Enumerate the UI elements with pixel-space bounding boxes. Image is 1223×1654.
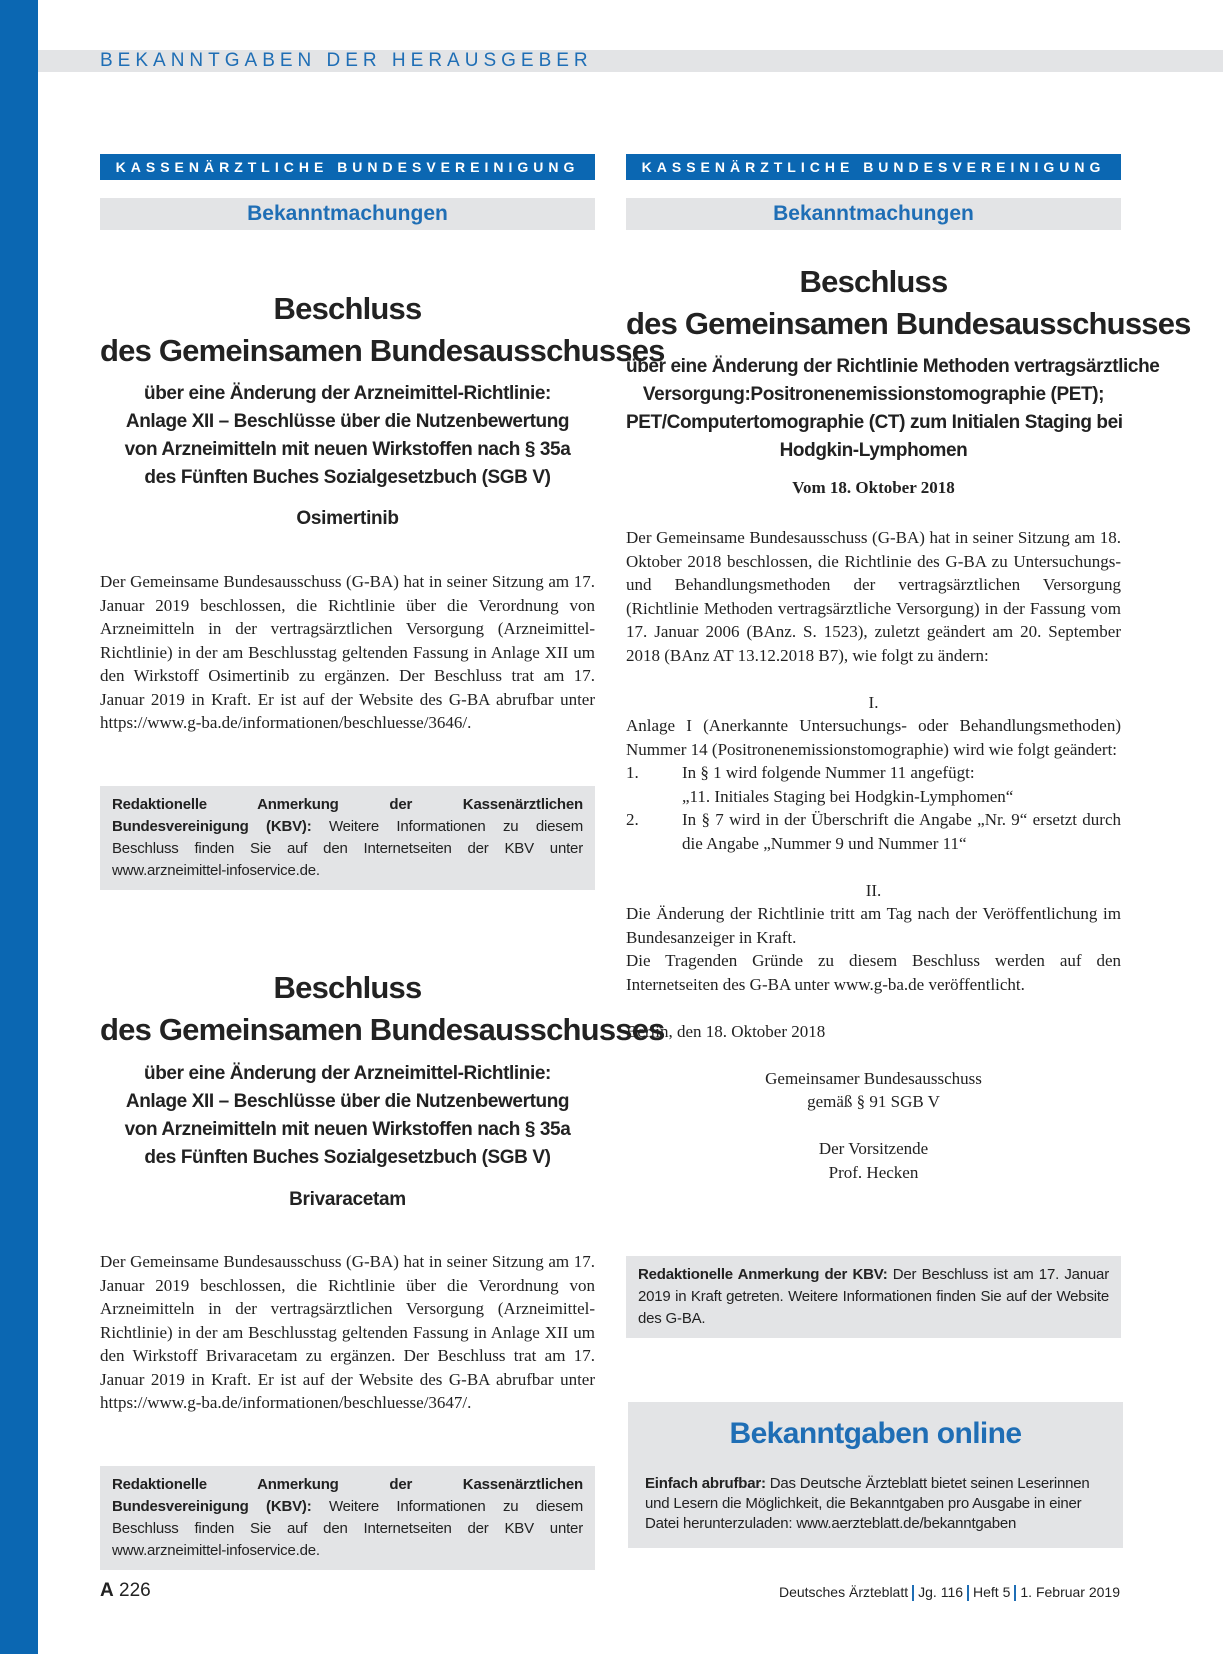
signature-org: gemäß § 91 SGB V [807,1092,940,1111]
subtitle-line: Hodgkin-Lymphomen [779,440,968,461]
article-2-substance: Brivaracetam [289,1189,406,1210]
subsection-bar-left: Bekanntmachungen [100,198,595,230]
note-text: Der Beschluss ist am 17. Januar 2019 in Kraft getreten. Weitere Informationen finden Sie auf der Website des G-BA. [638,1266,1109,1327]
article-3-subtitle [626,353,1160,465]
page-number-value: 226 [119,1580,151,1601]
subtitle-line: des Fünften Buches Sozialgesetzbuch (SGB V) [144,1147,551,1168]
signature-org: Gemeinsamer Bundesausschuss [765,1068,982,1088]
article-2-note [100,1466,595,1570]
section-text: Anlage I (Anerkannte Untersuchungs- oder Behandlungsmethoden) Nummer 14 (Positronenemissionstomographie) wird wie folgt geändert: [626,716,1121,759]
subtitle-line: über eine Änderung der Arzneimittel-Richtlinie: [144,1063,551,1084]
online-box [628,1402,1123,1548]
body-paragraph: Der Gemeinsame Bundesausschuss (G-BA) hat in seiner Sitzung am 17. Januar 2019 beschlossen, die Richtlinie über die Verordnung von Arzneimitteln in der vertragsärztlichen Versorgung (Arzneimittel-Richtlinie) in der am Beschlusstag geltenden Fassung in Anlage XII um den Wirkstoff Brivaracetam zu ergänzen. Der Beschluss trat am 17. Januar 2019 in Kraft. Er ist auf der Website des G-BA abrufbar unter https://www.g-ba.de/informationen/beschluesse/3647/. [100,1252,595,1412]
list-item [626,761,1121,808]
section-text: Die Tragenden Gründe zu diesem Beschluss werden auf den Internetseiten des G-BA unter www.g-ba.de veröffentlicht. [626,951,1121,994]
note-label: Redaktionelle Anmerkung der KBV: [638,1266,888,1283]
note-label: Redaktionelle Anmerkung der Kassenärztlichen Bundesvereinigung (KBV): [112,1476,583,1515]
section-title: BEKANNTGABEN DER HERAUSGEBER [100,50,593,71]
article-3-note [626,1256,1121,1338]
article-2-body [100,1250,595,1415]
subtitle-line: des Fünften Buches Sozialgesetzbuch (SGB V) [144,467,551,488]
signature-role: Der Vorsitzende [818,1139,929,1158]
journal-volume: Jg. 116 [918,1584,964,1600]
article-2-subtitle [100,1060,595,1172]
subsection-bar-right: Bekanntmachungen [626,198,1121,230]
page-prefix: A [100,1580,114,1601]
org-bar-right: KASSENÄRZTLICHE BUNDESVEREINIGUNG [626,154,1121,180]
section-heading: I. [868,692,879,712]
note-text: Weitere Informationen zu diesem Beschluss finden Sie auf den Internetseiten der KBV unter www.arzneimittel-infoservice.de. [112,818,583,879]
body-paragraph: Der Gemeinsame Bundesausschuss (G-BA) hat in seiner Sitzung am 17. Januar 2019 beschlossen, die Richtlinie über die Verordnung von Arzneimitteln in der vertragsärztlichen Versorgung (Arzneimittel-Richtlinie) in der am Beschlusstag geltenden Fassung in Anlage XII um den Wirkstoff Osimertinib zu ergänzen. Der Beschluss trat am 17. Januar 2019 in Kraft. Er ist auf der Website des G-BA abrufbar unter https://www.g-ba.de/informationen/beschluesse/3646/. [100,572,595,732]
article-1-title [100,288,665,372]
subtitle-line: über eine Änderung der Arzneimittel-Richtlinie: [144,383,551,404]
note-text: Weitere Informationen zu diesem Beschluss finden Sie auf den Internetseiten der KBV unter www.arzneimittel-infoservice.de. [112,1498,583,1559]
article-3-body [626,526,1121,1184]
list-item [626,808,1121,855]
section-heading: II. [865,880,882,900]
article-3-title [626,261,1191,345]
journal-issue: Heft 5 [973,1584,1011,1600]
journal-name: Deutsches Ärzteblatt [778,1584,909,1600]
article-1-substance: Osimertinib [296,508,399,529]
intro-paragraph: Der Gemeinsame Bundesausschuss (G-BA) hat in seiner Sitzung am 18. Oktober 2018 beschlossen, die Richtlinie des G-BA zu Untersuchungs- und Behandlungsmethoden der vertragsärztlichen Versorgung (Richtlinie Methoden vertragsärztliche Versorgung) in der Fassung vom 17. Januar 2006 (BAnz. S. 1523), zuletzt geändert am 20. September 2018 (BAnz AT 13.12.2018 B7), wie folgt zu ändern: [626,528,1121,665]
separator [912,1585,914,1601]
signature-name: Prof. Hecken [828,1162,919,1182]
list-text: In § 7 wird in der Überschrift die Angabe „Nr. 9“ ersetzt durch die Angabe „Nummer 9 und Nummer 11“ [682,810,1121,853]
online-label: Einfach abrufbar: [645,1475,766,1492]
online-text [645,1474,1110,1534]
online-title: Bekanntgaben online [729,1417,1022,1450]
title-line: des Gemeinsamen Bundesausschusses [626,306,1191,341]
section-text: Die Änderung der Richtlinie tritt am Tag nach der Veröffentlichung im Bundesanzeiger in Kraft. [626,904,1121,947]
list-number: 2. [626,810,639,829]
place-date: Berlin, den 18. Oktober 2018 [626,1021,826,1041]
article-1-body [100,570,595,735]
list-text: „11. Initiales Staging bei Hodgkin-Lymphomen“ [682,786,1014,806]
org-bar-left: KASSENÄRZTLICHE BUNDESVEREINIGUNG [100,154,595,180]
separator [1014,1585,1016,1601]
note-label: Redaktionelle Anmerkung der Kassenärztlichen Bundesvereinigung (KBV): [112,796,583,835]
subtitle-line: von Arzneimitteln mit neuen Wirkstoffen nach § 35a [124,439,571,460]
article-1-note [100,786,595,890]
footer-citation [779,1582,1120,1602]
subtitle-line: PET/Computertomographie (CT) zum Initialen Staging bei [626,412,1123,433]
article-1-subtitle [100,380,595,492]
left-color-bar [0,0,38,1654]
title-line: Beschluss [799,264,948,299]
list-number: 1. [626,763,639,782]
subtitle-line: Anlage XII – Beschlüsse über die Nutzenbewertung [125,411,570,432]
subtitle-line: über eine Änderung der Richtlinie Methoden vertragsärztliche [626,356,1160,377]
subtitle-line: Versorgung:Positronenemissionstomographie (PET); [642,384,1105,405]
title-line: des Gemeinsamen Bundesausschusses [100,1012,665,1047]
title-line: Beschluss [273,970,422,1005]
online-description: Das Deutsche Ärzteblatt bietet seinen Leserinnen und Lesern die Möglichkeit, die Bekanntgaben pro Ausgabe in einer Datei herunterzuladen: www.aerzteblatt.de/bekanntgaben [645,1475,1090,1532]
list-text: In § 1 wird folgende Nummer 11 angefügt: [682,763,975,782]
article-2-title [100,967,665,1051]
subtitle-line: Anlage XII – Beschlüsse über die Nutzenbewertung [125,1091,570,1112]
separator [967,1585,969,1601]
subtitle-line: von Arzneimitteln mit neuen Wirkstoffen nach § 35a [124,1119,571,1140]
page-number [100,1579,151,1603]
decision-date: Vom 18. Oktober 2018 [792,478,955,497]
journal-date: 1. Februar 2019 [1020,1584,1120,1600]
title-line: Beschluss [273,291,422,326]
title-line: des Gemeinsamen Bundesausschusses [100,333,665,368]
